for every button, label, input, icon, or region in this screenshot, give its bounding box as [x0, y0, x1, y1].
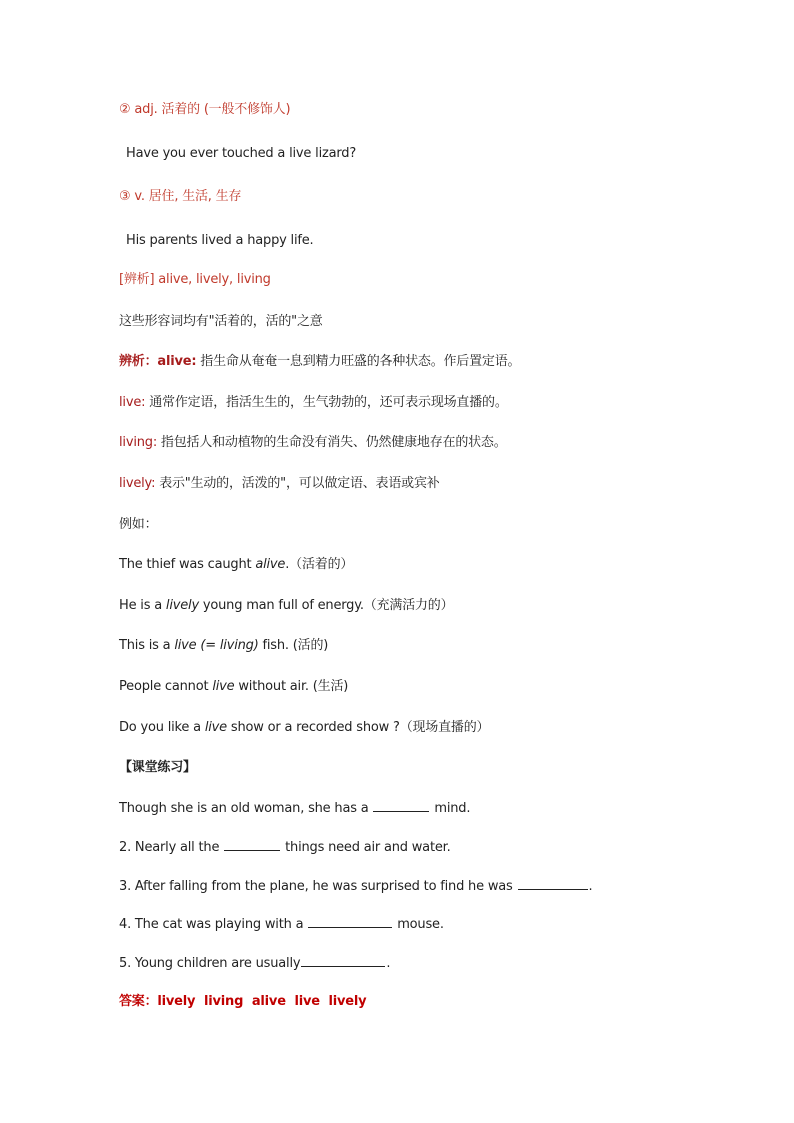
- exercise-q5-post: .: [386, 956, 391, 971]
- exercise-answer: 答案：lively living alive live lively: [119, 994, 367, 1009]
- exercise-q2: [119, 838, 451, 857]
- analysis-lively-text: 表示"生动的，活泼的"，可以做定语、表语或宾补: [155, 476, 440, 491]
- exercise-q1-blank[interactable]: [373, 799, 429, 812]
- example-1-post: .（活着的）: [285, 557, 354, 572]
- sense-2-label: ② adj. 活着的 (一般不修饰人): [119, 102, 291, 117]
- analysis-live-key: live:: [119, 395, 146, 410]
- exercise-q3-post: .: [588, 879, 593, 894]
- analysis-living-key: living:: [119, 435, 157, 450]
- analysis-lively-key: lively:: [119, 476, 156, 491]
- exercise-q1-pre: Though she is an old woman, she has a: [119, 801, 373, 816]
- analysis-header: [辨析] alive, lively, living: [119, 272, 271, 287]
- example-3-word: live (= living): [174, 638, 259, 653]
- exercise-q5-blank[interactable]: [301, 954, 385, 967]
- example-4-post: without air. (生活): [234, 679, 349, 694]
- sense-2-example: Have you ever touched a live lizard?: [126, 146, 357, 161]
- example-5-post: show or a recorded show ?（现场直播的）: [226, 720, 490, 735]
- exercise-q5-pre: 5. Young children are usually: [119, 956, 301, 971]
- example-1-pre: The thief was caught: [119, 557, 256, 572]
- example-5: [119, 719, 489, 737]
- example-1-word: alive: [255, 557, 286, 572]
- example-3-pre: This is a: [119, 638, 175, 653]
- analysis-live: [119, 394, 508, 412]
- analysis-alive-text: 指生命从奄奄一息到精力旺盛的各种状态。作后置定语。: [196, 354, 521, 369]
- analysis-alive-key: 辨析：alive:: [119, 354, 197, 369]
- analysis-lively: [119, 475, 440, 493]
- exercise-q1-post: mind.: [430, 801, 471, 816]
- exercise-q3: [119, 877, 592, 896]
- analysis-alive: [119, 353, 520, 371]
- example-2: [119, 597, 453, 615]
- exercise-q2-post: things need air and water.: [281, 840, 451, 855]
- exercise-q4-blank[interactable]: [308, 915, 392, 928]
- example-2-pre: He is a: [119, 598, 166, 613]
- examples-heading: 例如：: [119, 517, 158, 532]
- exercise-q3-pre: 3. After falling from the plane, he was surprised to find he was: [119, 879, 517, 894]
- exercise-q3-blank[interactable]: [518, 877, 588, 890]
- example-5-word: live: [204, 720, 227, 735]
- exercise-q4-pre: 4. The cat was playing with a: [119, 917, 308, 932]
- exercise-q2-blank[interactable]: [224, 838, 280, 851]
- analysis-living: [119, 434, 507, 452]
- exercise-q1: [119, 799, 470, 818]
- example-2-word: lively: [165, 598, 199, 613]
- exercise-heading: 【课堂练习】: [119, 760, 196, 775]
- example-3-post: fish. (活的): [258, 638, 329, 653]
- exercise-q4: [119, 915, 444, 934]
- example-3: [119, 637, 328, 655]
- analysis-live-text: 通常作定语，指活生生的，生气勃勃的，还可表示现场直播的。: [145, 395, 508, 410]
- exercise-q5: [119, 954, 390, 973]
- example-4: [119, 678, 348, 696]
- analysis-living-text: 指包括人和动植物的生命没有消失、仍然健康地存在的状态。: [157, 435, 507, 450]
- exercise-q2-pre: 2. Nearly all the: [119, 840, 224, 855]
- example-5-pre: Do you like a: [119, 720, 205, 735]
- sense-3-label: ③ v. 居住, 生活, 生存: [119, 189, 242, 204]
- example-1: [119, 556, 353, 574]
- example-2-post: young man full of energy.（充满活力的）: [198, 598, 454, 613]
- sense-3-example: His parents lived a happy life.: [126, 233, 314, 248]
- exercise-q4-post: mouse.: [393, 917, 444, 932]
- example-4-word: live: [212, 679, 235, 694]
- example-4-pre: People cannot: [119, 679, 213, 694]
- analysis-intro: 这些形容词均有"活着的，活的"之意: [119, 314, 323, 329]
